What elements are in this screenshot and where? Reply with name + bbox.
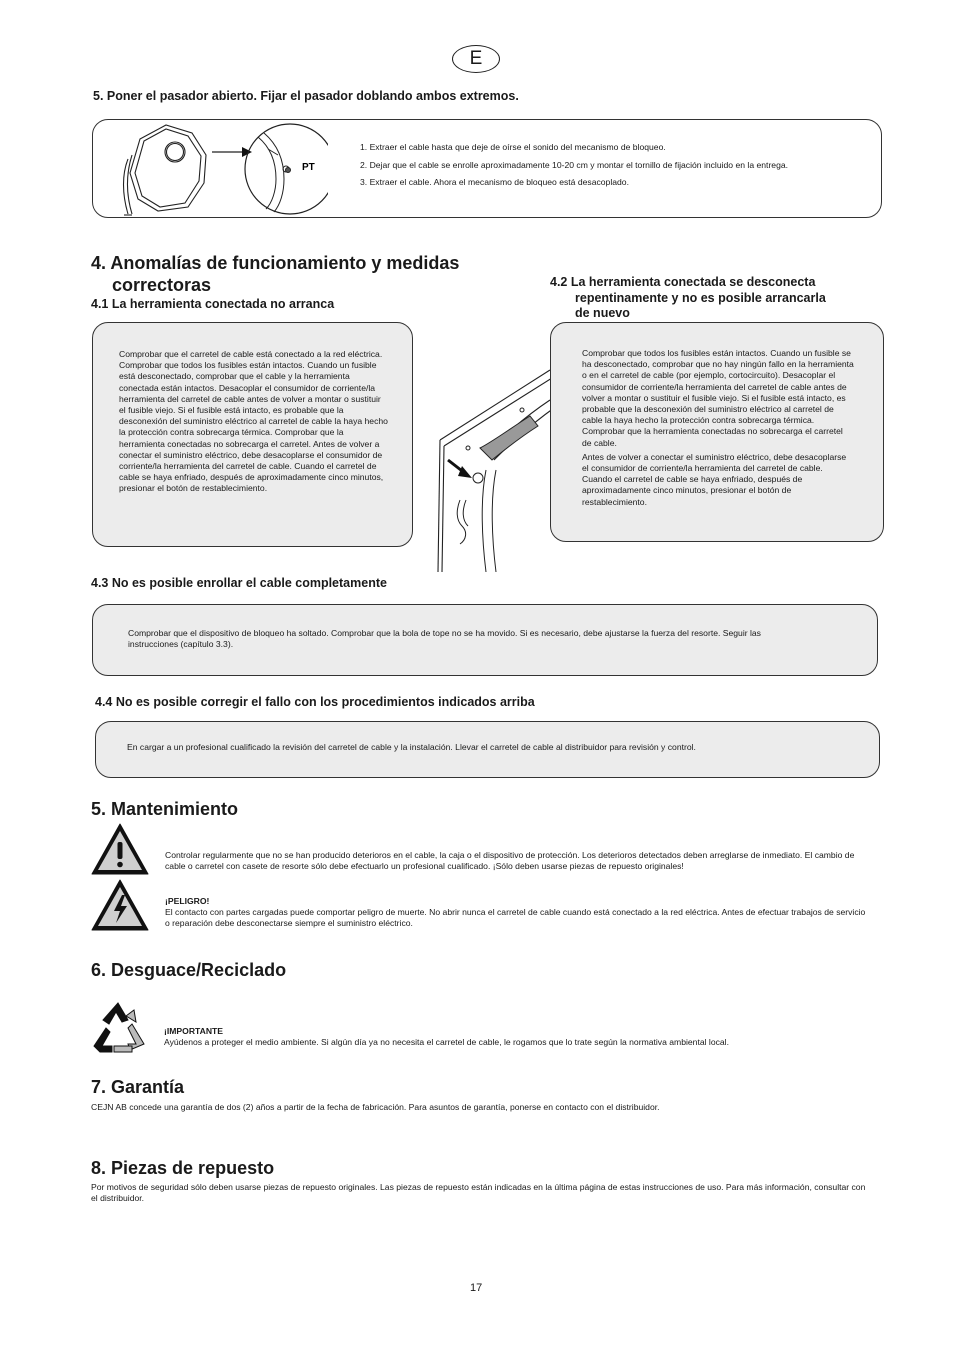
reel-lock-illustration — [118, 119, 328, 218]
section-7-title: 7. Garantía — [91, 1077, 185, 1097]
reset-button-illustration — [430, 360, 560, 572]
warning-triangle-icon — [90, 822, 150, 876]
subsection-4-2-title: 4.2 La herramienta conectada se desconecta repentinamente y no es posible arrancarla de nuevo — [550, 275, 826, 320]
maintenance-text: Controlar regularmente que no se han producido deterioros en el cable, la caja o el dispositivo de protección. Los deterioros detectados deben arreglarse de inmediato. El cambio de cable o carretel con casete de resorte sólo debe efectuarlo un profesional cualificado. ¡Sólo deben usarse piezas de repuesto originales! — [165, 850, 855, 872]
section-6-title: 6. Desguace/Reciclado — [91, 960, 287, 980]
page-number: 17 — [470, 1282, 483, 1294]
step-5-title: 5. Poner el pasador abierto. Fijar el pasador doblando ambos extremos. — [93, 89, 519, 103]
important-label: ¡IMPORTANTE — [164, 1026, 224, 1036]
step-5-instructions — [360, 142, 860, 195]
step-item-3: 3. Extraer el cable. Ahora el mecanismo de bloqueo está desacoplado. — [360, 177, 629, 188]
subsection-4-4-title: 4.4 No es posible corregir el fallo con los procedimientos indicados arriba — [95, 695, 535, 709]
spare-parts-text: Por motivos de seguridad sólo deben usarse piezas de repuesto originales. Las piezas de repuesto están indicadas en la última página de estas instrucciones de uso. Para más información, consultar con el distribuidor. — [91, 1182, 866, 1204]
electric-hazard-icon — [90, 878, 150, 932]
recycling-text: Ayúdenos a proteger el medio ambiente. Si algún día ya no necesita el carretel de cable, le rogamos que lo trate según la normativa ambiental local. — [164, 1037, 729, 1048]
recycle-icon — [88, 1000, 148, 1054]
subsection-4-1-title: 4.1 La herramienta conectada no arranca — [91, 297, 335, 311]
subsection-4-4-text: En cargar a un profesional cualificado la revisión del carretel de cable y la instalación. Llevar el carretel de cable al distribuidor para revisión y control. — [127, 742, 696, 752]
danger-label: ¡PELIGRO! — [165, 896, 210, 906]
section-5-title: 5. Mantenimiento — [91, 799, 239, 819]
step-item-1: 1. Extraer el cable hasta que deje de oírse el sonido del mecanismo de bloqueo. — [360, 142, 666, 152]
danger-text: El contacto con partes cargadas puede comportar peligro de muerte. No abrir nunca el carretel de cable cuando está conectado a la red eléctrica. Antes de efectuar trabajos de servicio o reparación debe desconectarse siempre el suministro eléctrico. — [165, 907, 866, 929]
pt-callout: PT — [302, 162, 315, 173]
subsection-4-2-text — [582, 348, 854, 508]
subsection-4-3-text: Comprobar que el dispositivo de bloqueo ha soltado. Comprobar que la bola de tope no se ha movido. Si es necesario, debe ajustarse la fuerza del resorte. Seguir las instrucciones (capítulo 3.3). — [128, 628, 761, 650]
recycling-block — [164, 1026, 874, 1048]
subsection-4-3-title: 4.3 No es posible enrollar el cable completamente — [91, 576, 387, 590]
language-badge: E — [452, 45, 500, 73]
warranty-text: CEJN AB concede una garantía de dos (2) años a partir de la fecha de fabricación. Para asuntos de garantía, ponerse en contacto con el distribuidor. — [91, 1102, 660, 1112]
subsection-4-2-para-1: Comprobar que todos los fusibles están intactos. Cuando un fusible se ha desconectado, comprobar que no hay ningún fallo en la herramienta o en el carretel de cable (por ejemplo, cortocircuito). Desacoplar el consumidor de corriente/la herramienta del carretel de cable antes de volver a montar o sustituir el fusible viejo. Si el fusible está intacto, es probable que la desconexión del suministro eléctrico al carretel de cable la haya hecho la protección contra sobrecarga térmica. Comprobar que la herramienta conectadas no sobrecarga el carretel de cable. — [582, 348, 854, 448]
subsection-4-1-text: Comprobar que el carretel de cable está conectado a la red eléctrica. Comprobar que todos los fusibles están intactos. Cuando un fusible está desconectado, comprobar que el cable y la herramienta conectada están intactos. Desacoplar el consumidor de corriente/la herramienta del carretel de cable antes de volver a montar o sustituir el fusible viejo. Si el fusible está intacto, es probable que la desconexión del suministro eléctrico al carretel de cable la haya hecho la protección contra sobrecarga térmica. Comprobar que la herramienta conectadas no sobrecarga el carretel. Antes de volver a conectar el suministro eléctrico, debe desacoplarse el consumidor de corriente/la herramienta del carretel de cable. Cuando el carretel de cable se haya enfriado, después de aproximadamente cinco minutos, presionar el botón de restablecimiento. — [119, 349, 388, 494]
section-4-title: 4. Anomalías de funcionamiento y medidas correctoras — [91, 253, 460, 295]
danger-block — [165, 896, 870, 930]
subsection-4-2-para-2: Antes de volver a conectar el suministro eléctrico, debe desacoplarse el consumidor de corriente/la herramienta del carretel de cable. Cuando el carretel de cable se haya enfriado, después de aproximadamente cinco minutos, presionar el botón de restablecimiento. — [582, 451, 847, 507]
section-8-title: 8. Piezas de repuesto — [91, 1158, 275, 1178]
step-item-2: 2. Dejar que el cable se enrolle aproximadamente 10-20 cm y montar el tornillo de fijación incluido en la entrega. — [360, 159, 789, 170]
